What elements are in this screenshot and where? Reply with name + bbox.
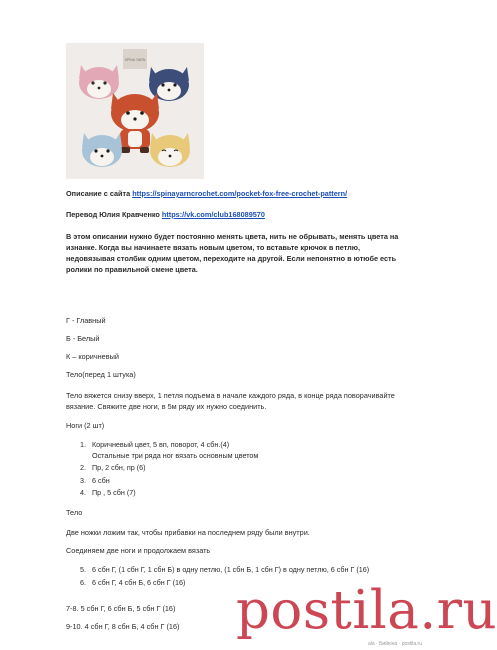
translation-link[interactable]: https://vk.com/club168089570 [161,210,265,219]
list-text: 6 сбн Г, 4 сбн Б, 6 сбн Г (16) [92,577,186,587]
list-number: 5. [80,565,86,574]
list-number: 1. [80,440,86,449]
list-text: 6 сбн [92,475,110,485]
translation-line [66,210,265,220]
list-item [80,463,258,474]
list-number: 3. [80,475,86,485]
list-item [80,476,258,487]
watermark-logo: postila.ru [236,580,497,641]
body2-title: Тело [66,508,83,517]
row-9-10: 9-10. 4 сбн Г, 8 сбн Б, 4 сбн Г (16) [66,622,180,631]
list-number: 4. [80,488,86,497]
list-text: Пр, 2 сбн, пр (6) [92,463,146,472]
list-item [80,565,369,576]
watermark-caption: ala · Бийюна · postila.ru [368,641,423,647]
list-text: Пр , 5 сбн (7) [92,488,136,497]
source-link[interactable]: https://spinayarncrochet.com/pocket-fox-free-crochet-pattern/ [132,189,348,198]
legend-brown: К – коричневый [66,352,119,361]
legend-white: Б - Белый [66,334,100,343]
source-line [66,189,347,199]
body-text: Тело вяжется снизу вверх, 1 петля подъема в начале каждого ряда, в конце ряда поворачивайте вязание. Свяжите две ноги, в 5м ряду их нужно соединить. [66,391,395,411]
legend-main: Г - Главный [66,316,106,325]
source-label: Описание с сайта [66,189,133,198]
list-number: 6. [80,577,86,587]
legs-list [80,440,258,499]
list-subtext: Остальные три ряда ног вязать основным цветом [92,450,259,460]
legs-title: Ноги (2 шт) [66,421,105,430]
list-item [80,488,258,499]
body2-text: Две ножки ложим так, чтобы прибавки на последнем ряду были внутри. [66,528,310,537]
list-text: Коричневый цвет, 5 вп, поворот, 4 сбн.(4) Остальные три ряда ног вязать основным цветом [92,440,259,460]
list-number: 2. [80,463,86,472]
join-text: Соединяем две ноги и продолжаем вязать [66,546,211,555]
list-text: 6 сбн Г, (1 сбн Г, 1 сбн Б) в одну петлю, (1 сбн Б, 1 сбн Г) в одну петлю, 6 сбн Г (16) [92,565,370,574]
row-7-8: 7-8. 5 сбн Г, 6 сбн Б, 5 сбн Г (16) [66,604,176,613]
body-title: Тело(перед 1 штука) [66,370,136,379]
foxes-photo [66,43,204,179]
list-item [80,440,258,461]
translation-label: Перевод Юлия Кравченко [66,210,162,219]
photo-tag-text: SPINA YARN [124,58,146,62]
intro-paragraph: В этом описании нужно будет постоянно менять цвета, нить не обрывать, менять цвета на изнанке. Когда вы начинаете вязать новым цветом, то вставьте крючок в петлю, недовязывая столбик одним цветом, переходите на другой. Если непонятно в ютюбе есть ролики по правильной смене цвета. [66,232,399,274]
